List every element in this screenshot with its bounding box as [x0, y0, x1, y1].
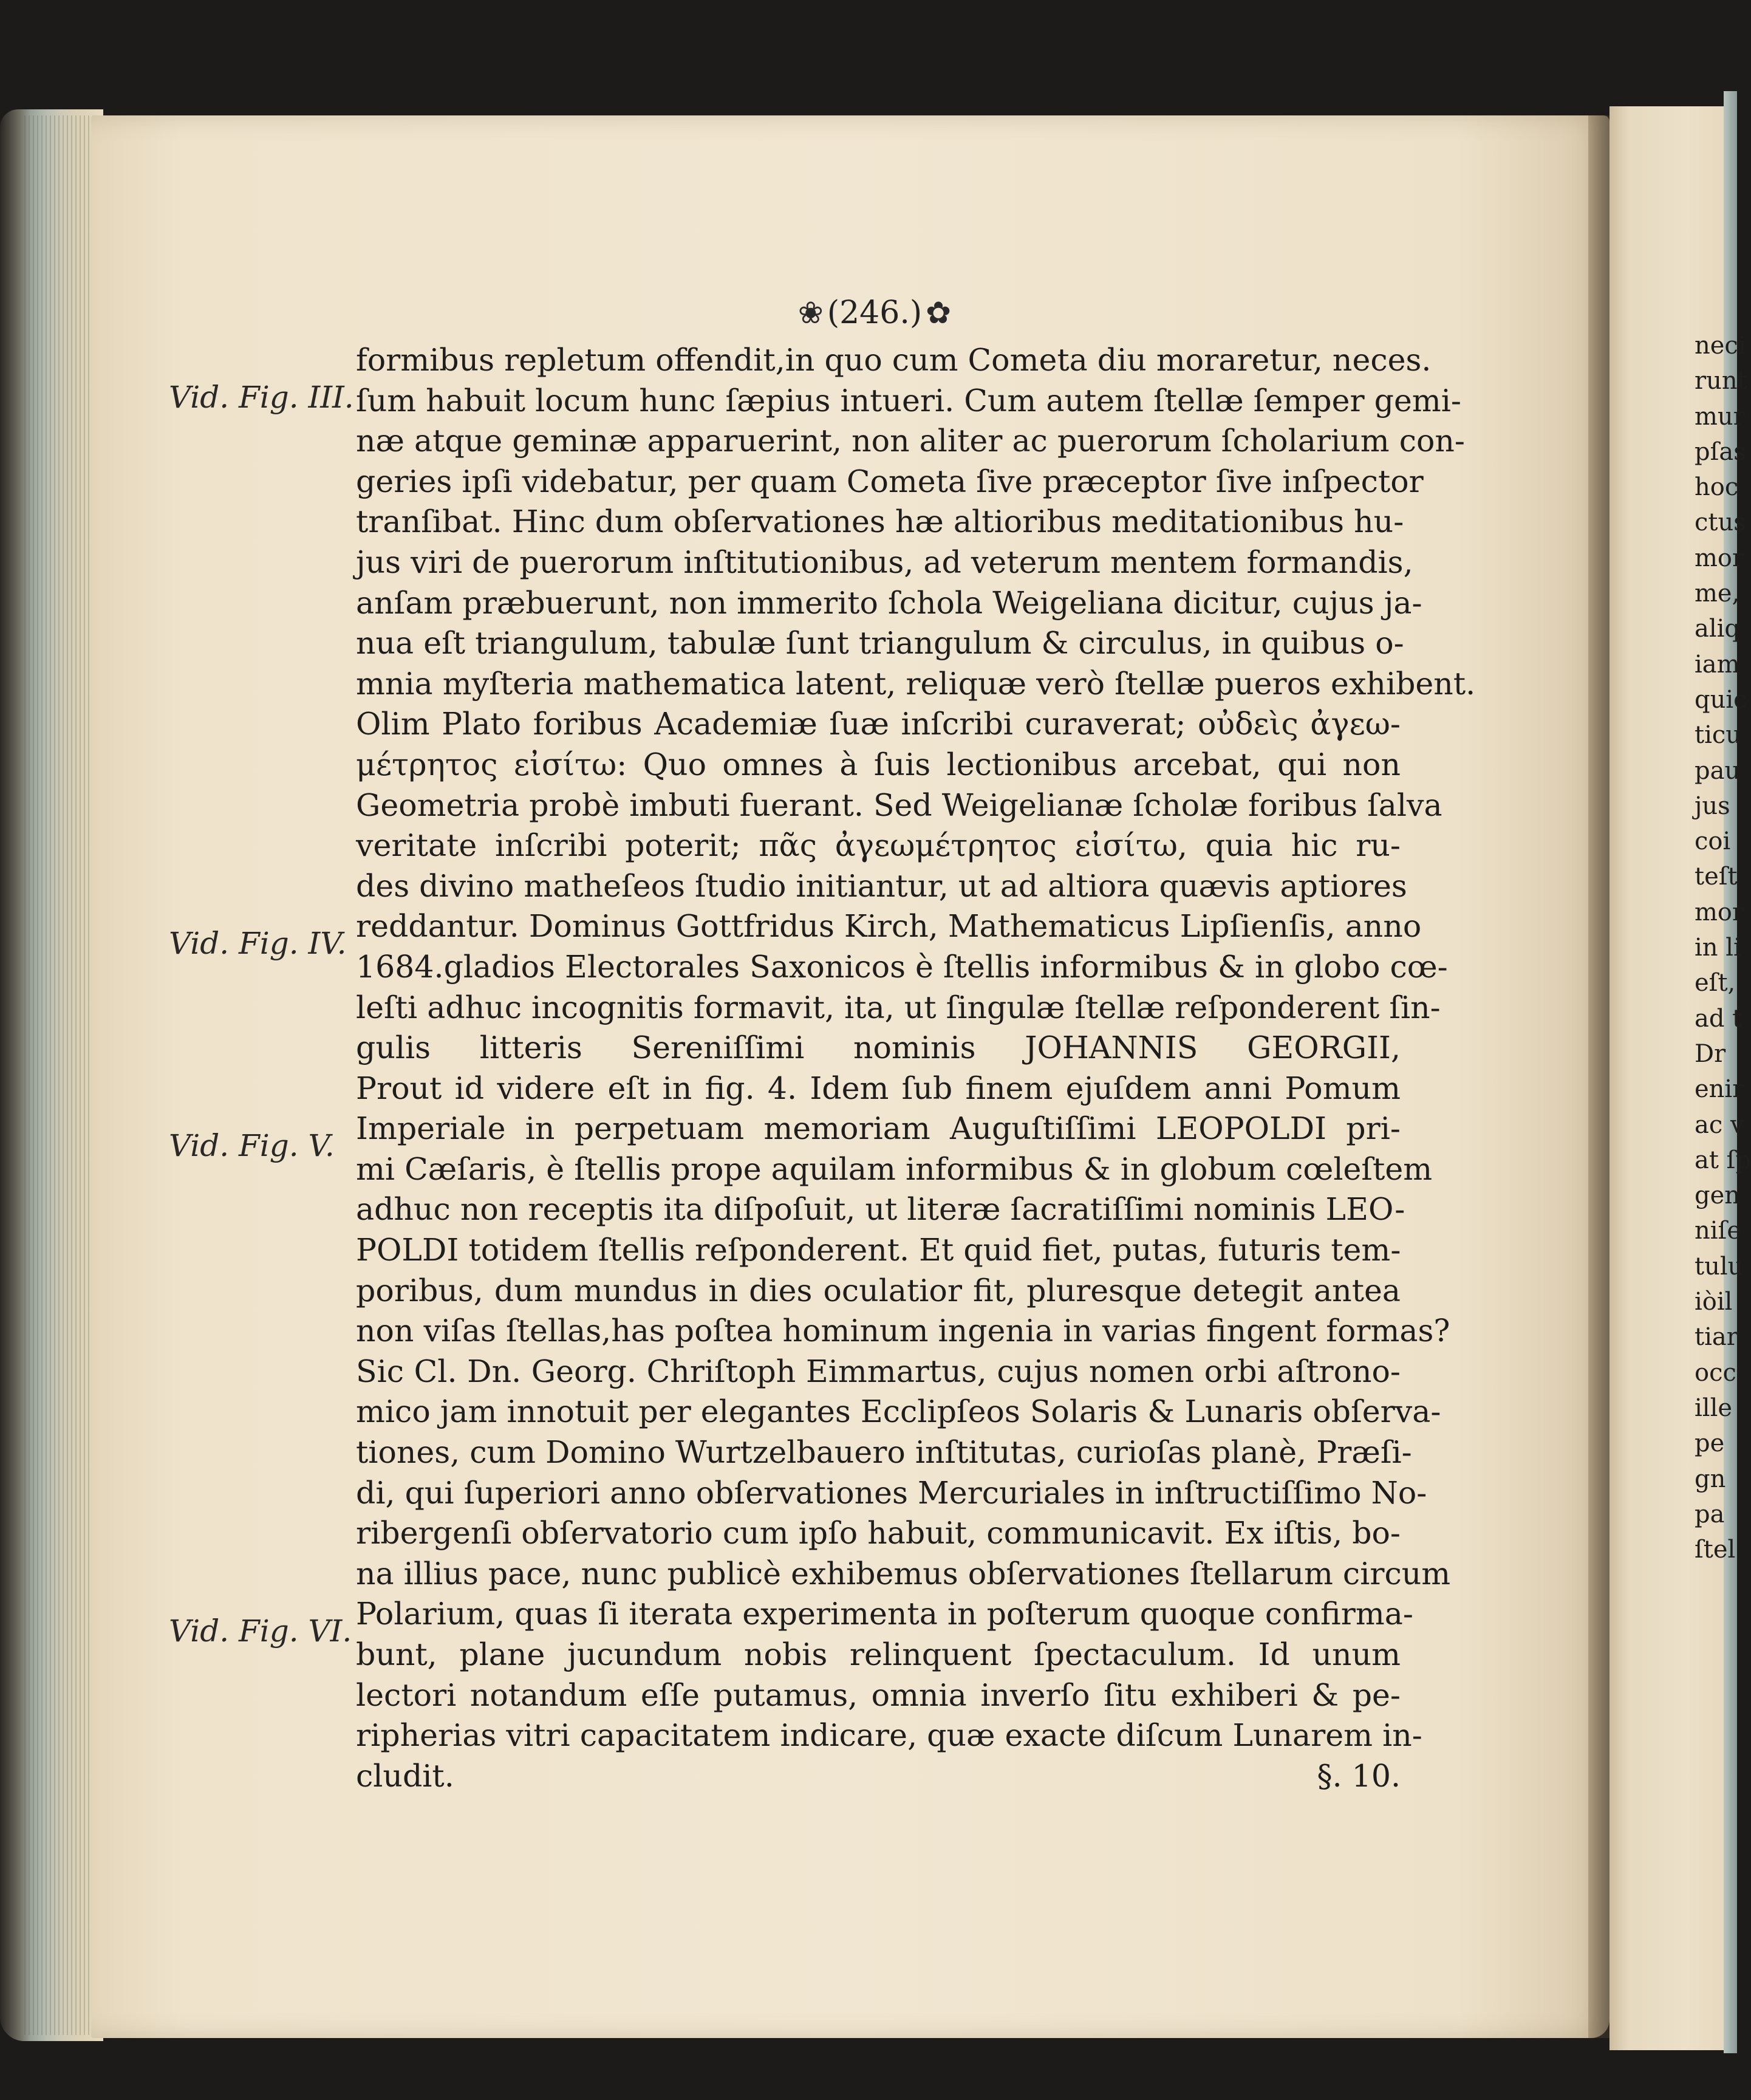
facing-fragment: enir [1695, 1075, 1744, 1104]
text-line: anſam præbuerunt, non immerito ſchola Weigeliana dicitur, cujus ja- [356, 584, 1422, 621]
catchword: §. 10. [1317, 1757, 1401, 1794]
facing-fragment: pſas [1695, 437, 1746, 466]
text-line: mnia myſteria mathematica latent, reliquæ verò ſtellæ pueros exhibent. [356, 665, 1476, 702]
text-line: Olim Plato foribus Academiæ ſuæ inſcribi curaverat; οὐδεὶς ἀγεω- [356, 706, 1401, 742]
page-header [771, 292, 978, 334]
text-line: tranſibat. Hinc dum obſervationes hæ altioribus meditationibus hu- [356, 504, 1404, 540]
facing-fragment: niſe [1695, 1217, 1742, 1245]
text-line: des divino matheſeos ſtudio initiantur, ut ad altiora quævis aptiores [356, 867, 1407, 904]
ornament-left-icon: ❀ [797, 295, 824, 330]
facing-fragment: hoc [1695, 473, 1739, 502]
text-line: gulis litteris Sereniſſimi nominis JOHANNIS GEORGII, [356, 1030, 1401, 1066]
text-line: μέτρητος εἰσίτω: Quo omnes à ſuis lectionibus arcebat, qui non [356, 746, 1401, 782]
facing-fragment: ad t [1695, 1004, 1742, 1033]
facing-fragment: in li [1695, 934, 1741, 962]
facing-fragment: neci [1695, 332, 1746, 360]
text-line: formibus repletum offendit,in quo cum Cometa diu moraretur, neces. [356, 342, 1432, 378]
text-line: geries ipſi videbatur, per quam Cometa ſive præceptor ſive inſpector [356, 463, 1424, 499]
facing-fragment: me, [1695, 580, 1740, 608]
facing-fragment: iòil [1695, 1288, 1733, 1316]
text-line: ſum habuit locum hunc ſæpius intueri. Cum autem ſtellæ ſemper gemi- [356, 382, 1461, 419]
facing-fragment: jus [1695, 792, 1730, 820]
text-line: leſti adhuc incognitis formavit, ita, ut ſingulæ ſtellæ reſponderent ſin- [356, 989, 1441, 1025]
facing-fragment: aliq [1695, 615, 1741, 643]
text-line: mico jam innotuit per elegantes Ecclipſeos Solaris & Lunaris obſerva- [356, 1394, 1441, 1430]
text-line: ribergenſi obſervatorio cum ipſo habuit, communicavit. Ex iſtis, bo- [356, 1515, 1401, 1551]
marginal-note: Vid. Fig. V. [169, 1128, 335, 1163]
facing-fragment: at ſp [1695, 1146, 1751, 1174]
facing-fragment: ille [1695, 1394, 1733, 1422]
page-number: (246.) [827, 295, 923, 331]
facing-fragment: tulu [1695, 1252, 1744, 1281]
text-line: veritate inſcribi poterit; πᾶς ἀγεωμέτρητος εἰσίτω, quia hic ru- [356, 827, 1401, 864]
closing-line [356, 1756, 1401, 1797]
text-line: ripherias vitri capacitatem indicare, quæ exacte diſcum Lunarem in- [356, 1717, 1422, 1754]
text-line: Imperiale in perpetuam memoriam Auguſtiſſimi LEOPOLDI pri- [356, 1110, 1401, 1147]
text-line: non viſas ſtellas,has poſtea hominum ingenia in varias fingent formas? [356, 1313, 1450, 1349]
facing-fragment: mor [1695, 544, 1744, 572]
facing-fragment: runt [1695, 367, 1747, 395]
facing-fragment: ſtel [1695, 1536, 1736, 1564]
facing-fragment: coi [1695, 827, 1731, 856]
text-line: Polarium, quas ſi iterata experimenta in poſterum quoque confirma- [356, 1596, 1413, 1632]
facing-fragment: mor [1695, 898, 1744, 926]
text-line: næ atque geminæ apparuerint, non aliter ac puerorum ſcholarium con- [356, 423, 1465, 459]
text-line: poribus, dum mundus in dies oculatior fit, pluresque detegit antea [356, 1272, 1401, 1308]
text-line: lectori notandum eſſe putamus, omnia inverſo ſitu exhiberi & pe- [356, 1677, 1401, 1713]
facing-fragment: ticu [1695, 721, 1742, 750]
text-line: mi Cæſaris, è ſtellis prope aquilam informibus & in globum cœleſtem [356, 1151, 1433, 1187]
facing-fragment: pa [1695, 1500, 1725, 1528]
facing-fragment: pe [1695, 1429, 1725, 1458]
facing-fragment: Dr [1695, 1039, 1726, 1068]
facing-fragment: gen [1695, 1182, 1741, 1210]
facing-fragment: mur [1695, 402, 1745, 431]
facing-fragment: eſt, [1695, 969, 1736, 997]
facing-fragment: ac v [1695, 1110, 1744, 1139]
text-line: tiones, cum Domino Wurtzelbauero inſtitutas, curioſas planè, Præſi- [356, 1434, 1412, 1471]
body-text [356, 340, 1476, 1796]
marginal-note: Vid. Fig. III. [169, 380, 354, 415]
facing-fragment: occ [1695, 1358, 1736, 1387]
facing-fragment: quic [1695, 685, 1747, 714]
text-line: na illius pace, nunc publicè exhibemus obſervationes ſtellarum circum [356, 1555, 1451, 1592]
closing-word: cludit. [356, 1757, 454, 1794]
text-line: nua eſt triangulum, tabulæ ſunt triangulum & circulus, in quibus o- [356, 625, 1404, 662]
facing-page-text [1695, 328, 1751, 1567]
marginal-note: Vid. Fig. VI. [169, 1613, 352, 1649]
text-line: Prout id videre eſt in fig. 4. Idem ſub finem ejuſdem anni Pomum [356, 1070, 1401, 1106]
text-line: Sic Cl. Dn. Georg. Chriſtoph Eimmartus, cujus nomen orbi aſtrono- [356, 1353, 1401, 1389]
facing-fragment: pau [1695, 756, 1741, 785]
facing-fragment: gn [1695, 1465, 1726, 1493]
book-gutter [1588, 115, 1609, 2038]
facing-fragment: tiar [1695, 1323, 1738, 1352]
text-line: jus viri de puerorum inſtitutionibus, ad veterum mentem formandis, [356, 544, 1413, 580]
text-line: 1684.gladios Electorales Saxonicos è ſtellis informibus & in globo cœ- [356, 948, 1448, 985]
text-line: adhuc non receptis ita diſpoſuit, ut literæ ſacratiſſimi nominis LEO- [356, 1191, 1405, 1228]
marginal-note: Vid. Fig. IV. [169, 926, 347, 961]
facing-fragment: ctus [1695, 508, 1746, 537]
text-line: POLDI totidem ſtellis reſponderent. Et quid fiet, putas, futuris tem- [356, 1232, 1401, 1268]
ornament-right-icon: ✿ [926, 295, 952, 330]
text-line: reddantur. Dominus Gottfridus Kirch, Mathematicus Lipſienſis, anno [356, 908, 1422, 945]
text-line: Geometria probè imbuti fuerant. Sed Weigelianæ ſcholæ foribus ſalva [356, 787, 1442, 823]
facing-fragment: iam [1695, 650, 1740, 679]
text-line: bunt, plane jucundum nobis relinquent ſpectaculum. Id unum [356, 1637, 1401, 1672]
facing-fragment: teſt [1695, 863, 1738, 891]
text-line: di, qui ſuperiori anno obſervationes Mercuriales in inſtructiſſimo No- [356, 1474, 1427, 1511]
